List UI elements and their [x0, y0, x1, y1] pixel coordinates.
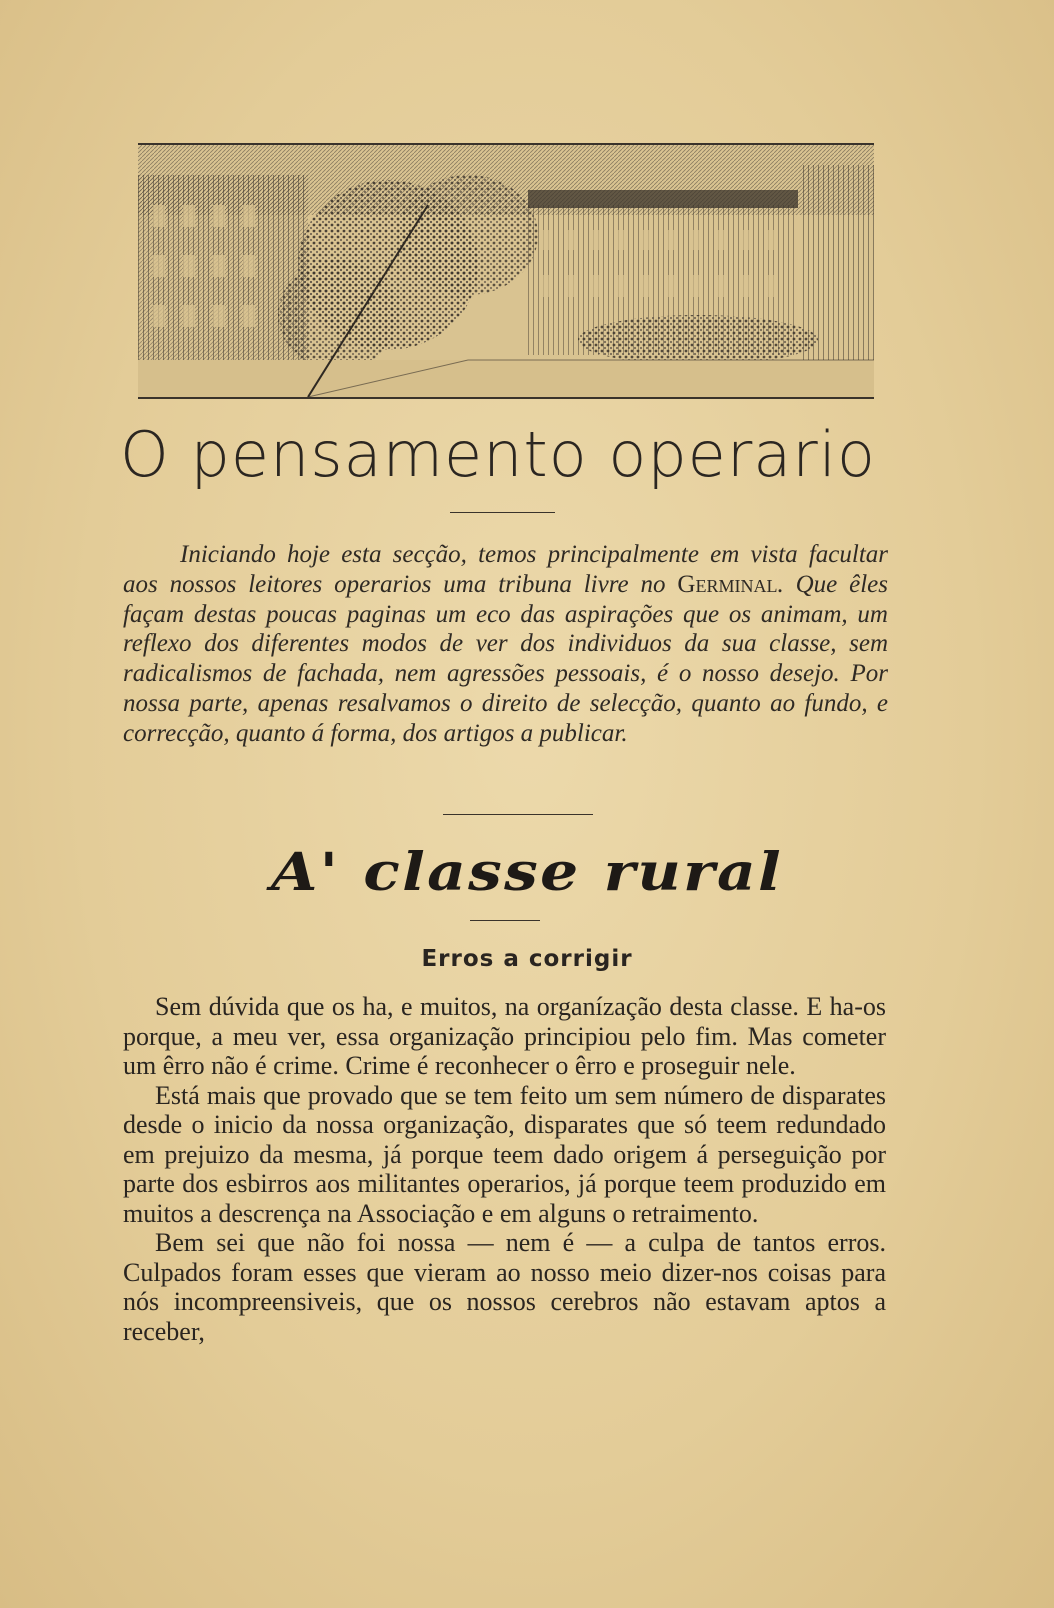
intro-paragraph: [123, 540, 888, 749]
article-body: [123, 992, 886, 1346]
magazine-name: Germinal: [677, 570, 778, 598]
intro-text-part2: . Que êles façam destas poucas paginas um eco das aspirações que os animam, um reflexo dos diferentes modos de ver dos individuos da sua classe, sem radicalismos de fachada, nem agressões pessoais, é o nosso desejo. Por nossa parte, apenas resalvamos o direito de selecção, quanto ao fundo, e correcção, quanto á forma, dos artigos a publicar.: [123, 570, 888, 747]
body-paragraph: Bem sei que não foi nossa — nem é — a culpa de tantos erros. Culpados foram esses que vieram ao nosso meio dizer-nos coisas para nós incompreensiveis, que os nossos cerebros não estavam aptos a receber,: [123, 1228, 886, 1346]
section-subtitle: Erros a corrigir: [421, 946, 633, 972]
body-paragraph: Sem dúvida que os ha, e muitos, na organízação desta classe. E ha-os porque, a meu ver, essa organização principiou pelo fim. Mas cometer um êrro não é crime. Crime é reconhecer o êrro e proseguir nele.: [123, 992, 886, 1080]
article-title: O pensamento operario: [120, 418, 876, 491]
engraving-picture: [138, 145, 874, 397]
body-paragraph: Está mais que provado que se tem feito um sem número de disparates desde o inicio da nossa organização, disparates que só teem redundado em prejuizo da mesma, já porque teem dado origem á perseguição por parte dos esbirros aos militantes operarios, já porque teem produzido em muitos a descrença na Associação e em alguns o retraimento.: [123, 1080, 886, 1228]
street-engraving-illustration: [138, 143, 874, 399]
divider-rule: [443, 814, 593, 815]
divider-rule: [450, 512, 555, 513]
divider-rule: [470, 920, 540, 921]
intro-text-part1: Iniciando hoje esta secção, temos principalmente em vista facultar aos nossos leitores operarios uma tribuna livre no: [123, 541, 888, 598]
section-title: A' classe rural: [270, 842, 784, 903]
